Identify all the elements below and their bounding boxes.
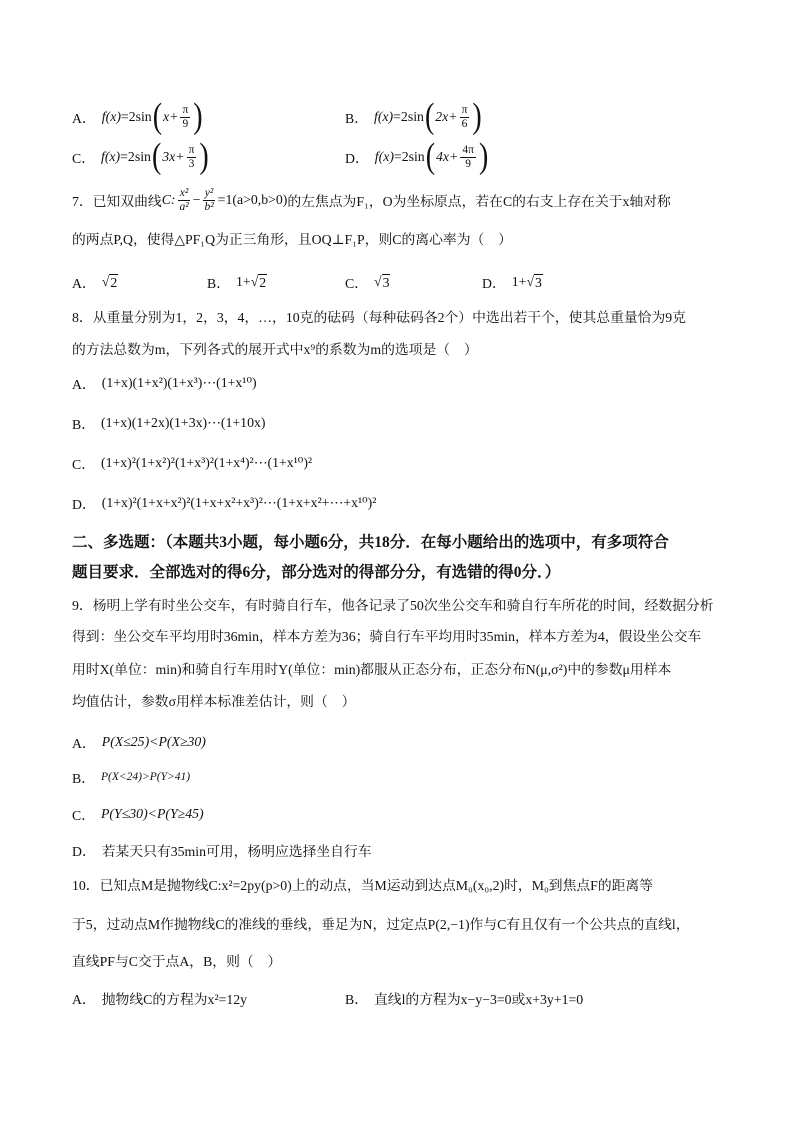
q8-stem-line1: 8．从重量分别为1，2，3，4，…，10克的砝码（每种砝码各2个）中选出若干个，使其总重量恰为9克 <box>72 310 686 325</box>
option-label: D． <box>72 844 96 859</box>
q7-equation-tail: =1(a>0,b>0) <box>217 192 288 207</box>
argument: 4x+ <box>436 149 459 164</box>
fraction <box>460 144 476 171</box>
option-label: D． <box>345 151 369 166</box>
q6-option-b <box>345 97 483 137</box>
denominator: 6 <box>461 117 468 130</box>
section2-header-line2: 题目要求．全部选对的得6分，部分选对的得部分分，有选错的得0分．） <box>72 564 561 581</box>
option-label: A． <box>72 992 96 1007</box>
right-paren: ) <box>472 96 482 137</box>
sqrt-icon: √ <box>250 274 259 289</box>
denominator: b² <box>204 200 214 213</box>
option-label: C． <box>72 151 95 166</box>
q9-stem-line4: 均值估计，参数σ用样本标准差估计，则（ ） <box>72 694 356 709</box>
q8-option-a <box>72 363 257 403</box>
radicand: 2 <box>110 275 118 290</box>
option-prefix: 1+ <box>511 274 527 289</box>
equals-sin: =2sin <box>393 149 425 164</box>
denominator: a² <box>179 200 189 213</box>
q8-option-c <box>72 443 312 483</box>
q7-option-c <box>345 262 390 302</box>
q7-stem-pre: 7．已知双曲线 <box>72 194 162 209</box>
option-expression: P(X≤25)<P(X≥30) <box>101 734 206 749</box>
q9-option-c <box>72 794 204 834</box>
q10-option-b <box>345 978 583 1018</box>
right-paren: ) <box>193 96 203 137</box>
numerator: 4π <box>462 143 474 156</box>
denominator: 9 <box>465 157 472 170</box>
q9-stem-line3: 用时X(单位：min)和骑自行车用时Y(单位：min)都服从正态分布，正态分布N(μ,σ²)中的参数μ用样本 <box>72 662 672 677</box>
sqrt-icon: √ <box>526 274 535 289</box>
option-text: 若某天只有35min可用，杨明应选择坐自行车 <box>101 844 372 859</box>
fraction-x <box>177 187 190 214</box>
left-paren: ( <box>425 136 436 177</box>
numerator: y² <box>204 186 214 199</box>
left-paren: ( <box>152 96 163 137</box>
curve-name: C: <box>161 192 176 207</box>
function-name: f(x) <box>101 109 121 124</box>
option-expression: (1+x)(1+x²)(1+x³)⋯(1+x¹⁰) <box>101 375 257 390</box>
equals-sin: =2sin <box>120 109 152 124</box>
denominator: 9 <box>182 117 189 130</box>
option-label: B． <box>72 417 95 432</box>
radicand: 3 <box>535 275 542 290</box>
sqrt-icon: √ <box>374 274 382 289</box>
numerator: x² <box>179 186 189 199</box>
q7-stem-line2: 的两点P,Q，使得△PF₁Q为正三角形，且OQ⊥F₁P，则C的离心率为（ ） <box>72 232 512 247</box>
option-label: A． <box>72 377 96 392</box>
minus-sign: − <box>192 192 201 207</box>
q7-stem-line1 <box>72 180 671 220</box>
q7-option-d <box>482 262 543 302</box>
left-paren: ( <box>424 96 435 137</box>
section2-header-line1: 二、多选题：（本题共3小题，每小题6分，共18分．在每小题给出的选项中，有多项符合 <box>72 534 669 551</box>
option-expression: (1+x)²(1+x+x²)²(1+x+x²+x³)²⋯(1+x+x²+⋯+x¹⁰)² <box>101 495 377 510</box>
option-label: A． <box>72 736 96 751</box>
equals-sin: =2sin <box>120 149 151 164</box>
fraction-y <box>202 187 215 214</box>
q9-option-b <box>72 757 190 797</box>
option-expression: (1+x)²(1+x²)²(1+x³)²(1+x⁴)²⋯(1+x¹⁰)² <box>101 455 313 470</box>
numerator: π <box>461 103 468 116</box>
option-label: D． <box>482 276 506 291</box>
option-label: B． <box>345 992 368 1007</box>
left-paren: ( <box>151 136 162 177</box>
q6-option-c <box>72 137 210 177</box>
fraction <box>187 144 197 171</box>
option-expression: P(Y≤30)<P(Y≥45) <box>101 806 204 821</box>
option-expression: P(X<24)>P(Y>41) <box>101 771 191 783</box>
right-paren: ) <box>199 136 209 177</box>
function-name: f(x) <box>101 149 121 164</box>
argument: x+ <box>163 109 179 124</box>
radicand: 2 <box>259 275 267 290</box>
q8-option-b <box>72 403 265 443</box>
equals-sin: =2sin <box>393 109 424 124</box>
q7-option-a <box>72 262 118 302</box>
option-expression: (1+x)(1+2x)(1+3x)⋯(1+10x) <box>101 415 266 430</box>
option-label: B． <box>72 771 95 786</box>
numerator: π <box>182 103 189 116</box>
option-label: C． <box>72 808 95 823</box>
argument: 3x+ <box>162 149 185 164</box>
numerator: π <box>188 143 195 156</box>
option-label: A． <box>72 111 96 126</box>
q6-option-a <box>72 97 204 137</box>
function-name: f(x) <box>374 149 394 164</box>
sqrt-icon: √ <box>101 274 110 289</box>
q6-option-d <box>345 137 489 177</box>
denominator: 3 <box>188 157 195 170</box>
radicand: 3 <box>382 275 390 290</box>
q9-option-a <box>72 722 206 762</box>
q10-stem-line2: 于5，过动点M作抛物线C的准线的垂线，垂足为N，过定点P(2,−1)作与C有且仅有一个公共点的直线l， <box>72 917 690 932</box>
q10-stem-line1: 10．已知点M是抛物线C:x²=2py(p>0)上的动点，当M运动到达点M₀(x₀,2)时，M₀到焦点F的距离等 <box>72 878 654 893</box>
option-prefix: 1+ <box>236 274 251 289</box>
option-label: B． <box>345 111 368 126</box>
function-name: f(x) <box>374 109 394 124</box>
q10-option-a <box>72 978 247 1018</box>
right-paren: ) <box>478 136 489 177</box>
option-label: D． <box>72 497 96 512</box>
option-text: 抛物线C的方程为x²=12y <box>101 992 248 1007</box>
option-label: A． <box>72 276 96 291</box>
q7-stem-post: 的左焦点为F₁，O为坐标原点，若在C的右支上存在关于x轴对称 <box>287 194 671 209</box>
q7-option-b <box>207 262 267 302</box>
q8-option-d <box>72 483 376 523</box>
option-label: C． <box>72 457 95 472</box>
q9-stem-line2: 得到：坐公交车平均用时36min，样本方差为36；骑自行车平均用时35min，样本方差为4，假设坐公交车 <box>72 629 702 644</box>
option-label: C． <box>345 276 368 291</box>
q8-stem-line2: 的方法总数为m，下列各式的展开式中x⁹的系数为m的选项是（ ） <box>72 342 478 357</box>
argument: 2x+ <box>435 109 458 124</box>
q9-option-d <box>72 830 372 870</box>
q10-stem-line3: 直线PF与C交于点A，B，则（ ） <box>72 954 282 969</box>
fraction <box>180 104 190 131</box>
fraction <box>460 104 470 131</box>
option-label: B． <box>207 276 230 291</box>
q9-stem-line1: 9．杨明上学有时坐公交车，有时骑自行车，他各记录了50次坐公交车和骑自行车所花的时间，经数据分析 <box>72 598 714 613</box>
option-text: 直线l的方程为x−y−3=0或x+3y+1=0 <box>374 992 584 1007</box>
